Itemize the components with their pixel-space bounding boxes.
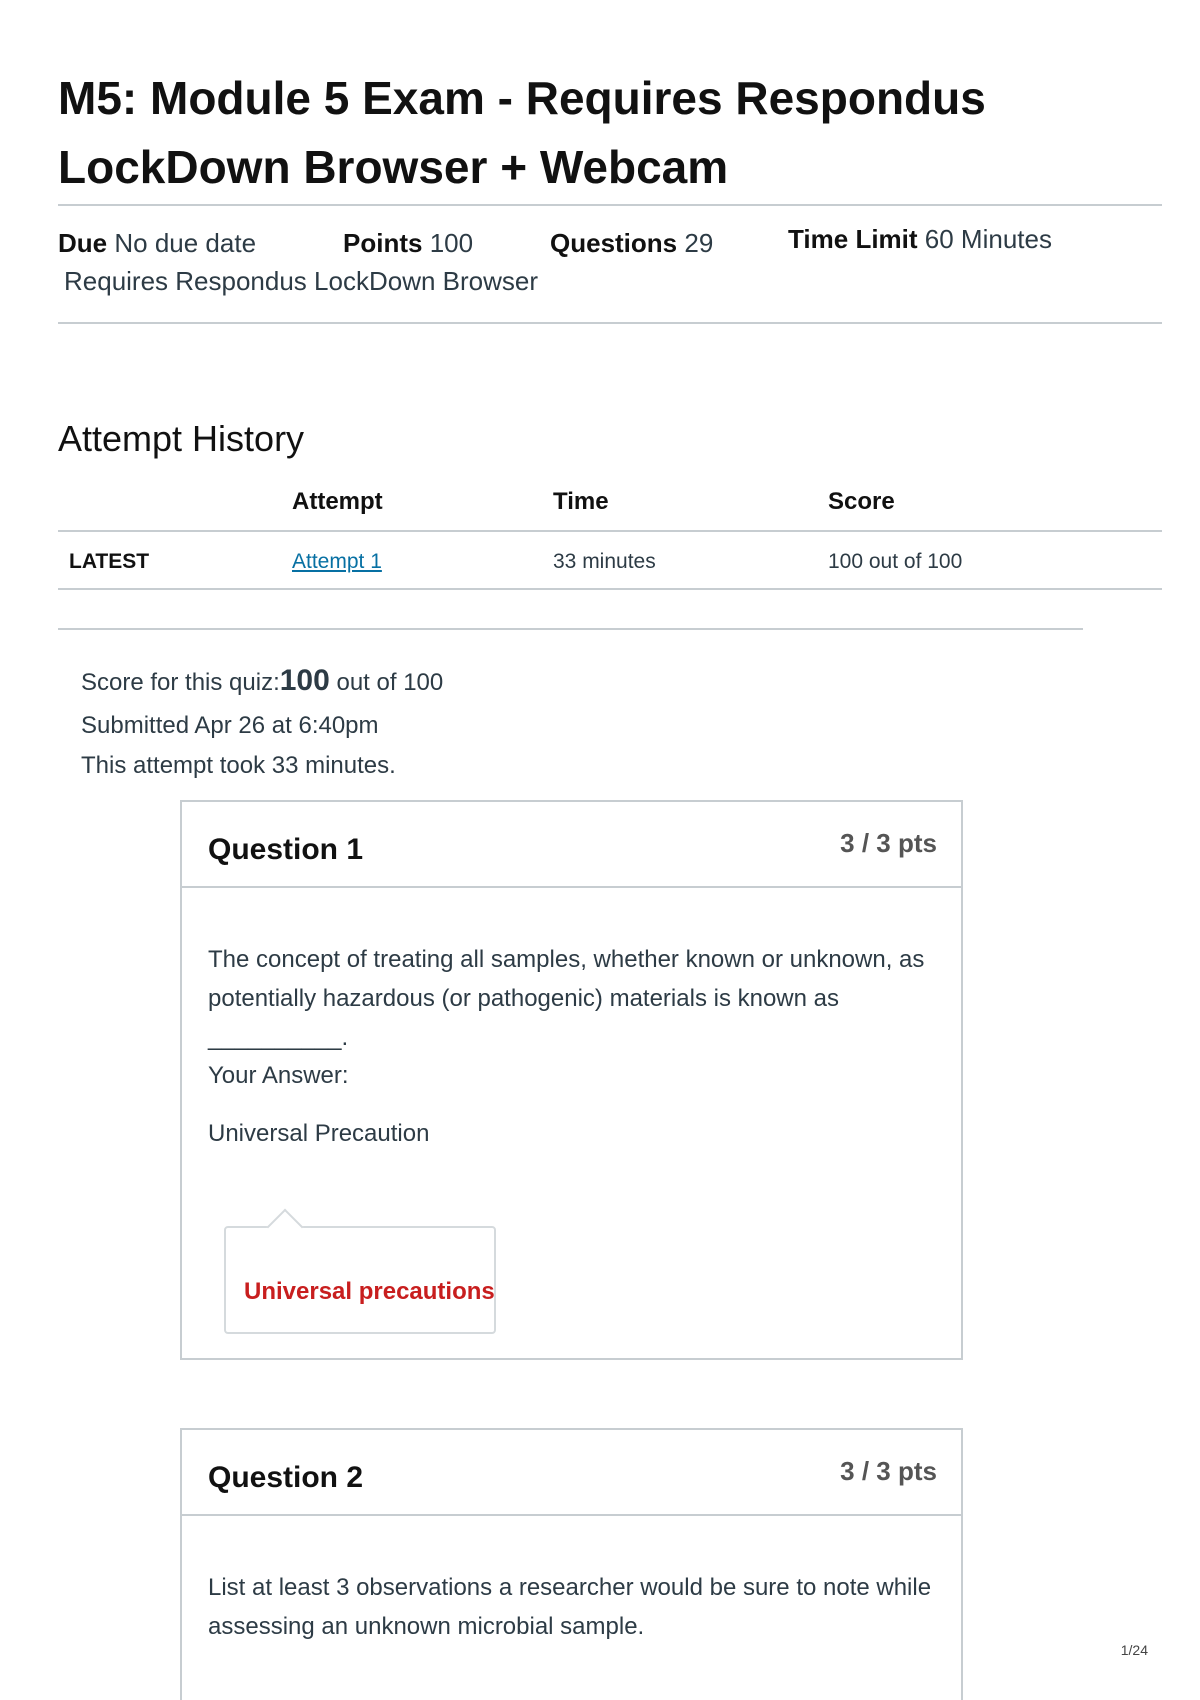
attempt-1-link[interactable]: Attempt 1: [292, 550, 382, 573]
time-limit-value: 60 Minutes: [924, 224, 1052, 254]
question-2-header: [182, 1430, 961, 1516]
correct-answer-bubble: [224, 1226, 496, 1334]
title-divider: [58, 204, 1162, 206]
due-value: No due date: [114, 228, 257, 258]
points: [343, 228, 473, 259]
time-limit: [788, 224, 1052, 255]
attempt-duration: This attempt took 33 minutes.: [81, 752, 396, 779]
points-value: 100: [429, 228, 474, 258]
your-answer-value: Universal Precaution: [208, 1120, 430, 1147]
attempt-history-title: Attempt History: [58, 418, 305, 459]
question-1-card: [180, 800, 963, 1360]
score-suffix: out of 100: [336, 669, 444, 696]
quiz-score: [81, 664, 443, 698]
due-label: Due: [58, 228, 108, 258]
question-2-line-1: List at least 3 observations a researcher would be sure to note while: [208, 1574, 932, 1601]
time-limit-label: Time Limit: [788, 224, 918, 254]
submitted-date: Submitted Apr 26 at 6:40pm: [81, 712, 379, 739]
correct-answer: Universal precautions: [244, 1278, 495, 1305]
question-2-card: [180, 1428, 963, 1700]
column-header-score: Score: [828, 488, 895, 515]
bubble-pointer: [267, 1209, 304, 1246]
points-label: Points: [343, 228, 423, 258]
questions-value: 29: [684, 228, 714, 258]
summary-divider: [58, 628, 1083, 630]
table-header-divider: [58, 530, 1162, 532]
question-2-line-2: assessing an unknown microbial sample.: [208, 1613, 645, 1640]
score-prefix: Score for this quiz:: [81, 669, 280, 696]
page-number: 1/24: [1120, 1642, 1148, 1658]
question-1-points: 3 / 3 pts: [840, 828, 937, 858]
latest-badge: LATEST: [69, 550, 150, 573]
column-header-time: Time: [553, 488, 609, 515]
lockdown-requirement: Requires Respondus LockDown Browser: [64, 266, 539, 296]
question-1-header: [182, 802, 961, 888]
column-header-attempt: Attempt: [292, 488, 383, 515]
question-2-title: Question 2: [208, 1461, 364, 1494]
page-title: M5: Module 5 Exam - Requires Respondus LockDown Browser + Webcam: [58, 72, 986, 193]
question-1-line-2: potentially hazardous (or pathogenic) materials is known as __________.: [208, 985, 839, 1051]
attempt-time: 33 minutes: [553, 550, 656, 573]
meta-divider: [58, 322, 1162, 324]
question-2-points: 3 / 3 pts: [840, 1456, 937, 1486]
score-value: 100: [279, 664, 330, 697]
table-row-divider: [58, 588, 1162, 590]
questions-label: Questions: [550, 228, 678, 258]
attempt-score: 100 out of 100: [828, 550, 963, 573]
questions-count: [550, 228, 713, 259]
your-answer-label: Your Answer:: [208, 1062, 349, 1089]
question-1-title: Question 1: [208, 833, 364, 866]
question-1-line-1: The concept of treating all samples, whether known or unknown, as: [208, 946, 925, 973]
due-date: [58, 228, 256, 259]
